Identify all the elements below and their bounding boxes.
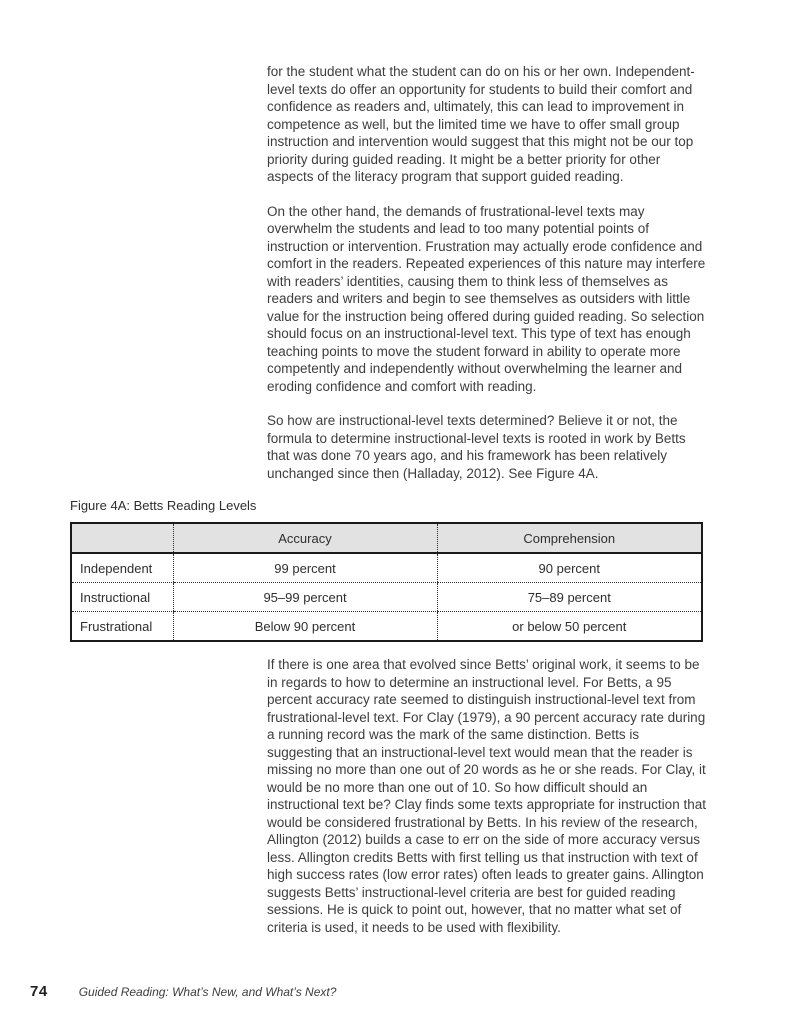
body-text-after-figure bbox=[267, 656, 707, 953]
table-row-instructional bbox=[71, 583, 702, 612]
table-row-frustrational bbox=[71, 612, 702, 642]
figure-caption: Figure 4A: Betts Reading Levels bbox=[70, 498, 257, 513]
body-text-column bbox=[267, 63, 707, 499]
independent-accuracy-cell: 99 percent bbox=[173, 553, 437, 583]
paragraph-independent-level: for the student what the student can do on his or her own. Independent-level texts do offer an opportunity for students to build their comfort and confidence as readers and, ultimately, this can lead to improvement in competence as well, but the limited time we have to offer small group instruction and intervention would suggest that this might not be our top priority during guided reading. It might be a better priority for other aspects of the literacy program that support guided reading. bbox=[267, 64, 695, 184]
betts-reading-levels-table bbox=[70, 522, 703, 642]
table-header-accuracy: Accuracy bbox=[173, 523, 437, 553]
row-label-instructional: Instructional bbox=[71, 583, 173, 612]
paragraph-betts-clay-allington: If there is one area that evolved since Betts’ original work, it seems to be in regards to how to determine an instructional level. For Betts, a 95 percent accuracy rate seemed to distinguish instructional-level text from frustrational-level text. For Clay (1979), a 90 percent accuracy rate during a running record was the mark of the same distinction. Betts is suggesting that an instructional-level text would mean that the reader is missing no more than one out of 20 words as he or she reads. For Clay, it would be no more than one out of 10. So how difficult should an instructional text be? Clay finds some texts appropriate for instruction that would be considered frustrational by Betts. In his review of the research, Allington (2012) builds a case to err on the side of more accuracy versus less. Allington credits Betts with first telling us that instruction with text of high success rates (low error rates) often leads to greater gains. Allington suggests Betts’ instructional-level criteria are best for guided reading sessions. He is quick to point out, however, that no matter what set of criteria is used, it needs to be used with flexibility. bbox=[267, 657, 706, 935]
frustrational-comprehension-cell: or below 50 percent bbox=[437, 612, 702, 642]
page-footer bbox=[30, 983, 730, 1001]
table-header-comprehension: Comprehension bbox=[437, 523, 702, 553]
paragraph-instructional-determined: So how are instructional-level texts determined? Believe it or not, the formula to determine instructional-level texts is rooted in work by Betts that was done 70 years ago, and his framework has been relatively unchanged since then (Halladay, 2012). See Figure 4A. bbox=[267, 413, 686, 481]
table-header-row bbox=[71, 523, 702, 553]
table-corner-cell bbox=[71, 523, 173, 553]
table-row-independent bbox=[71, 553, 702, 583]
paragraph-frustrational-level: On the other hand, the demands of frustrational-level texts may overwhelm the students and lead to too many potential points of instruction or intervention. Frustration may actually erode confidence and comfort in the readers. Repeated experiences of this nature may interfere with readers’ identities, causing them to think less of themselves as readers and writers and begin to see themselves as outsiders with little value for the instruction being offered during guided reading. So selection should focus on an instructional-level text. This type of text has enough teaching points to move the student forward in ability to operate more competently and independently without overwhelming the learner and eroding confidence and comfort with reading. bbox=[267, 203, 706, 394]
row-label-independent: Independent bbox=[71, 553, 173, 583]
instructional-comprehension-cell: 75–89 percent bbox=[437, 583, 702, 612]
running-title: Guided Reading: What’s New, and What’s Next? bbox=[78, 985, 337, 999]
independent-comprehension-cell: 90 percent bbox=[437, 553, 702, 583]
instructional-accuracy-cell: 95–99 percent bbox=[173, 583, 437, 612]
page-number: 74 bbox=[30, 983, 48, 1000]
frustrational-accuracy-cell: Below 90 percent bbox=[173, 612, 437, 642]
row-label-frustrational: Frustrational bbox=[80, 618, 153, 634]
